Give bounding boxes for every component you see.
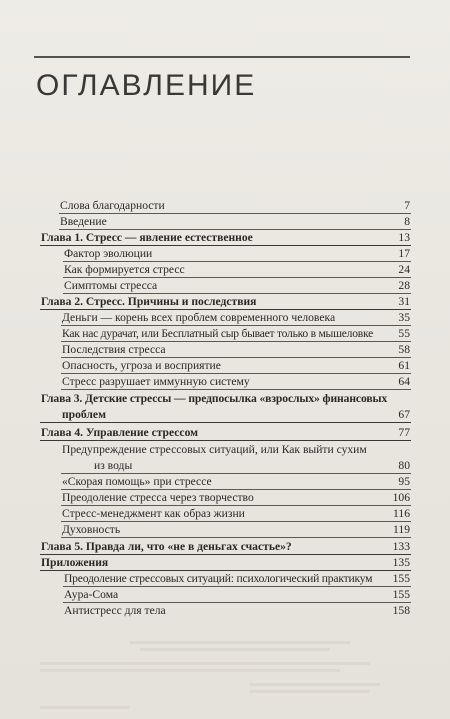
toc-chapter xyxy=(41,425,410,440)
toc-entry-page: 155 xyxy=(392,588,410,601)
toc-entry xyxy=(64,246,410,261)
bleed-through-mark xyxy=(250,690,370,693)
toc-entry xyxy=(62,342,410,357)
toc-entry-title: Симптомы стресса xyxy=(64,279,158,292)
toc-chapter xyxy=(41,230,410,245)
toc-chapter-title: Глава 2. Стресс. Причины и последствия xyxy=(41,295,257,308)
toc-entry-page: 155 xyxy=(392,572,410,585)
toc-entry-page: 119 xyxy=(393,523,410,536)
toc-chapter xyxy=(41,294,410,309)
bleed-through-mark xyxy=(40,662,370,665)
toc-entry xyxy=(64,262,410,277)
page-title: ОГЛАВЛЕНИЕ xyxy=(36,69,257,102)
toc-entry-page: 7 xyxy=(404,199,410,212)
chapter-underline xyxy=(40,422,411,423)
bleed-through-mark xyxy=(40,669,340,672)
toc-entry xyxy=(64,603,410,618)
toc-entry-page: 106 xyxy=(392,491,410,504)
toc-entry-title: Преодоление стресса через творчество xyxy=(62,491,254,504)
toc-entry xyxy=(64,278,410,293)
toc-entry xyxy=(60,198,410,213)
toc-entry-page: 67 xyxy=(398,408,410,421)
toc-chapter xyxy=(41,391,410,406)
toc-entry-page: 13 xyxy=(398,231,410,244)
bleed-through-mark xyxy=(40,706,130,709)
toc-entry xyxy=(62,474,410,489)
toc-entry xyxy=(62,374,410,389)
toc-entry-title: Преодоление стрессовых ситуаций: психологический практикум xyxy=(64,572,373,585)
toc-entry-page: 8 xyxy=(404,215,410,228)
toc-entry-title: «Скорая помощь» при стрессе xyxy=(62,475,212,488)
toc-entry-title: Стресс-менеджмент как образ жизни xyxy=(62,507,245,520)
toc-entry-title: Предупреждение стрессовых ситуаций, или Как выйти сухим xyxy=(62,443,367,456)
toc-chapter-title: Глава 3. Детские стрессы — предпосылка «взрослых» финансовых xyxy=(41,392,388,405)
toc-entry xyxy=(64,587,410,602)
toc-entry xyxy=(64,571,410,586)
toc-entry-title: Деньги — корень всех проблем современного человека xyxy=(62,311,336,324)
toc-entry-page: 24 xyxy=(398,263,410,276)
bleed-through-mark xyxy=(250,683,380,686)
toc-entry-title: Последствия стресса xyxy=(62,343,166,356)
toc-entry-page: 61 xyxy=(398,359,410,372)
toc-chapter-title: Приложения xyxy=(41,556,109,569)
toc-entry-page: 35 xyxy=(398,311,410,324)
toc-entry-page: 77 xyxy=(398,426,410,439)
toc-entry xyxy=(62,358,410,373)
toc-entry xyxy=(62,522,410,537)
entry-underline xyxy=(61,389,411,390)
toc-chapter-title: Глава 4. Управление стрессом xyxy=(41,426,199,439)
toc-chapter-title: Глава 5. Правда ли, что «не в деньгах счастье»? xyxy=(41,540,292,553)
toc-entry-title: Как нас дурачат, или Бесплатный сыр бывает только в мышеловке xyxy=(62,327,373,340)
toc-entry-title: из воды xyxy=(94,459,133,472)
toc-entry-title: Фактор эволюции xyxy=(64,247,153,260)
toc-entry-page: 64 xyxy=(398,375,410,388)
toc-entry-page: 135 xyxy=(392,556,410,569)
entry-underline xyxy=(61,537,411,538)
toc-entry xyxy=(60,214,410,229)
toc-entry-title: Аура-Сома xyxy=(64,588,119,601)
toc-entry xyxy=(62,490,410,505)
toc-chapter xyxy=(41,555,410,570)
toc-entry-title: Введение xyxy=(60,215,107,228)
toc-entry-page: 28 xyxy=(398,279,410,292)
toc-entry-page: 17 xyxy=(398,247,410,260)
toc-entry-page: 55 xyxy=(398,327,410,340)
toc-entry-title: Слова благодарности xyxy=(60,199,165,212)
toc-entry-title: Стресс разрушает иммунную систему xyxy=(62,375,250,388)
toc-entry-title: Антистресс для тела xyxy=(64,604,166,617)
bleed-through-mark xyxy=(130,641,350,644)
toc-entry xyxy=(62,310,410,325)
toc-entry-page: 133 xyxy=(392,540,410,553)
toc-chapter-continuation xyxy=(62,407,410,422)
toc-entry xyxy=(62,326,410,341)
toc-entry-title: Духовность xyxy=(62,523,121,536)
toc-chapter-title: проблем xyxy=(62,408,106,421)
toc-entry-title: Опасность, угроза и восприятие xyxy=(62,359,221,372)
toc-entry xyxy=(62,442,410,457)
toc-entry-page: 58 xyxy=(398,343,410,356)
toc-chapter-title: Глава 1. Стресс — явление естественное xyxy=(41,231,253,244)
toc-chapter xyxy=(41,539,410,554)
toc-entry-page: 80 xyxy=(398,459,410,472)
toc-entry-page: 116 xyxy=(393,507,410,520)
toc-entry-page: 31 xyxy=(398,295,410,308)
toc-entry-page: 158 xyxy=(392,604,410,617)
toc-entry-title: Как формируется стресс xyxy=(64,263,185,276)
toc-entry-page: 95 xyxy=(398,475,410,488)
toc-entry-continuation xyxy=(94,458,410,473)
toc-entry xyxy=(62,506,410,521)
bleed-through-mark xyxy=(140,648,330,651)
